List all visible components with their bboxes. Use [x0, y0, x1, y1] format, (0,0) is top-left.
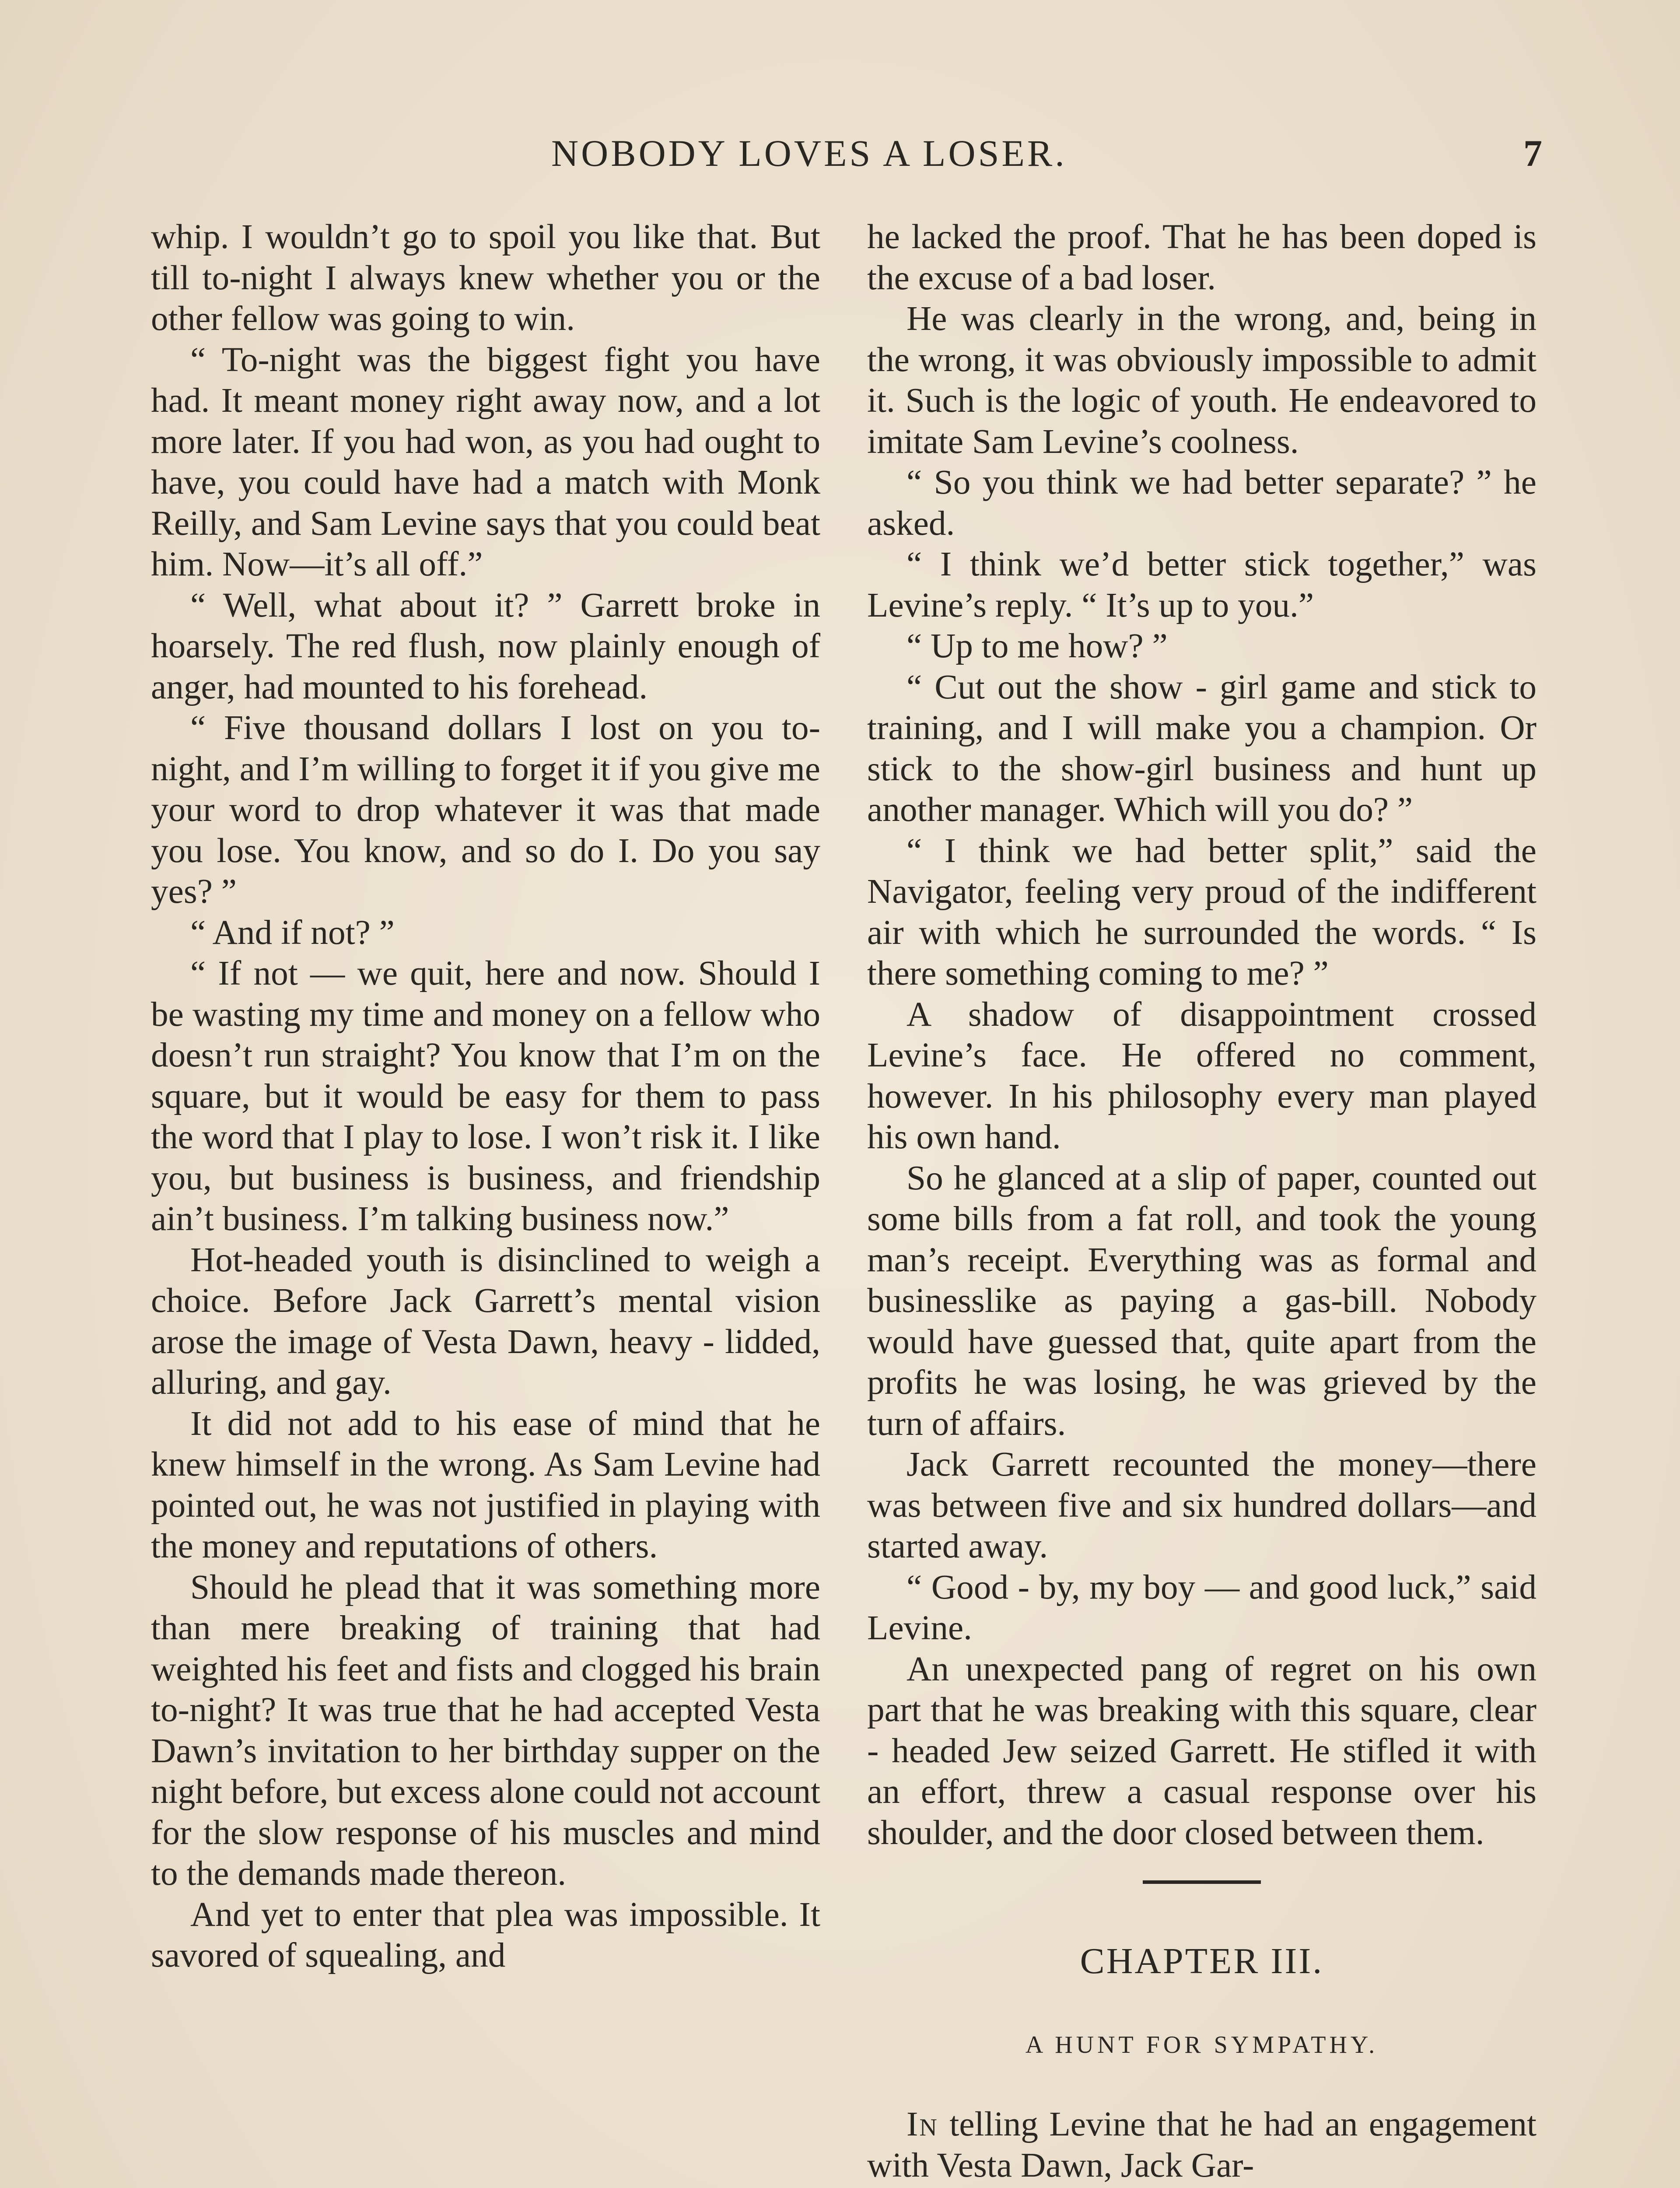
paragraph: “ Five thousand dollars I lost on you to-night, and I’m willing to forget it if you give me your word to drop whatever it was that made you lose. You know, and so do I. Do you say yes? ” [151, 708, 820, 911]
section-divider [1143, 1880, 1261, 1884]
paragraph: “ Well, what about it? ” Garrett broke in hoarsely. The red flush, now plainly enough of anger, had mounted to his forehead. [151, 586, 820, 706]
paragraph: A shadow of disappointment crossed Levine’s face. He offered no comment, however. In his philosophy every man played his own hand. [867, 995, 1536, 1156]
left-column [151, 217, 820, 1976]
page-header [0, 131, 1680, 179]
paragraph: “ I think we’d better stick together,” was Levine’s reply. “ It’s up to you.” [867, 545, 1536, 624]
chapter-title: CHAPTER III. [1080, 1941, 1324, 1981]
paragraph: “ Up to me how? ” [906, 627, 1168, 665]
paragraph: “ Good - by, my boy — and good luck,” said Levine. [867, 1567, 1536, 1647]
paragraph: Jack Garrett recounted the money—there was between five and six hundred dollars—and started away. [867, 1445, 1536, 1565]
running-head: NOBODY LOVES A LOSER. [551, 132, 1067, 174]
chapter-subtitle: A HUNT FOR SYMPATHY. [1025, 2031, 1379, 2058]
paragraph: An unexpected pang of regret on his own part that he was breaking with this square, clear - headed Jew seized Garrett. He stifled it with an effort, threw a casual response over his shoulder, and the door closed between them. [867, 1649, 1536, 1852]
paragraph: whip. I wouldn’t go to spoil you like that. But till to-night I always knew whether you or the other fellow was going to win. [151, 217, 820, 338]
chapter-opening-text: telling Levine that he had an engagement with Vesta Dawn, Jack Gar- [867, 2105, 1536, 2184]
paragraph: “ Cut out the show - girl game and stick to training, and I will make you a champion. Or stick to the show-girl business and hunt up another manager. Which will you do? ” [867, 667, 1536, 829]
paragraph: And yet to enter that plea was impossible. It savored of squealing, and [151, 1895, 820, 1974]
paragraph: So he glanced at a slip of paper, counted out some bills from a fat roll, and took the young man’s receipt. Everything was as formal and businesslike as paying a gas-bill. Nobody would have guessed that, quite apart from the profits he was losing, he was grieved by the turn of affairs. [867, 1158, 1536, 1443]
paragraph: “ So you think we had better separate? ” he asked. [867, 463, 1536, 543]
paragraph: “ If not — we quit, here and now. Should I be wasting my time and money on a fellow who doesn’t run straight? You know that I’m on the square, but it would be easy for them to pass the word that I play to lose. I won’t risk it. I like you, but business is business, and friendship ain’t business. I’m talking business now.” [151, 954, 820, 1238]
page-number: 7 [1523, 132, 1542, 174]
right-column [867, 217, 1536, 2186]
paragraph: he lacked the proof. That he has been doped is the excuse of a bad loser. [867, 217, 1536, 297]
paragraph: Should he plead that it was something more than mere breaking of training that had weighted his feet and fists and clogged his brain to-night? It was true that he had accepted Vesta Dawn’s invitation to her birthday supper on the night before, but excess alone could not account for the slow response of his muscles and mind to the demands made thereon. [151, 1567, 820, 1893]
paragraph: He was clearly in the wrong, and, being in the wrong, it was obviously impossible to admit it. Such is the logic of youth. He endeavored to imitate Sam Levine’s coolness. [867, 299, 1536, 461]
paragraph: “ To-night was the biggest fight you have had. It meant money right away now, and a lot more later. If you had won, as you had ought to have, you could have had a match with Monk Reilly, and Sam Levine says that you could beat him. Now—it’s all off.” [151, 340, 820, 583]
paragraph: It did not add to his ease of mind that he knew himself in the wrong. As Sam Levine had pointed out, he was not justified in playing with the money and reputations of others. [151, 1404, 820, 1565]
paragraph: “ I think we had better split,” said the Navigator, feeling very proud of the indifferent air with which he surrounded the words. “ Is there something coming to me? ” [867, 831, 1536, 992]
chapter-opening-word: In [906, 2105, 938, 2143]
paragraph: Hot-headed youth is disinclined to weigh a choice. Before Jack Garrett’s mental vision arose the image of Vesta Dawn, heavy - lidded, alluring, and gay. [151, 1240, 820, 1402]
chapter-opening-paragraph [867, 2104, 1536, 2186]
paragraph: “ And if not? ” [190, 913, 395, 952]
